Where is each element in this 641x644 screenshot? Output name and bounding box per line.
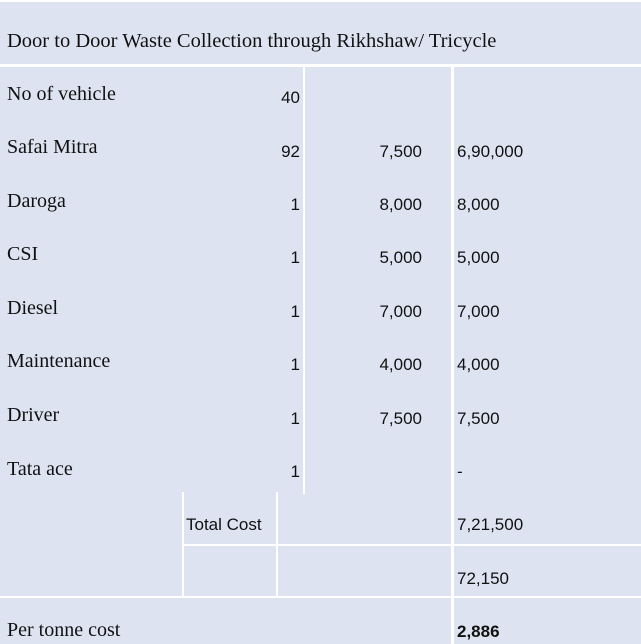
row-qty: 1 [290,355,300,374]
row-label: No of vehicle [7,83,116,105]
row-label: Diesel [7,297,59,319]
row-label: Tata ace [7,458,73,480]
per-tonne-cost-value: 2,886 [457,622,500,641]
table-title: Door to Door Waste Collection through Rikhshaw/ Tricycle [7,30,497,52]
total-cost-value: 7,21,500 [457,515,524,534]
row-qty: 1 [290,462,300,481]
row-rate: 5,000 [379,248,422,267]
cost-table [0,2,641,644]
row-divider [182,544,641,546]
row-amount: 6,90,000 [457,142,524,161]
column-divider [451,64,454,644]
row-amount: 4,000 [457,355,500,374]
row-amount: 5,000 [457,248,500,267]
per-tonne-cost-label: Per tonne cost [7,619,121,641]
row-rate: 7,000 [379,302,422,321]
row-label: Safai Mitra [7,136,98,158]
row-amount: 8,000 [457,195,500,214]
row-divider [0,64,641,67]
total-cost-label: Total Cost [186,515,262,534]
row-qty: 1 [290,302,300,321]
row-rate: 4,000 [379,355,422,374]
row-qty: 40 [281,88,300,107]
row-rate: 7,500 [379,142,422,161]
row-label: Daroga [7,190,66,212]
row-qty: 1 [290,195,300,214]
row-divider [0,596,641,598]
row-label: Maintenance [7,350,111,372]
row-label: Driver [7,404,60,426]
row-label: CSI [7,243,39,265]
row-amount: 7,500 [457,409,500,428]
row-amount: - [457,462,463,481]
row-qty: 1 [290,248,300,267]
row-rate: 7,500 [379,409,422,428]
sub-value: 72,150 [457,569,509,588]
column-divider [303,64,305,494]
row-qty: 1 [290,409,300,428]
row-qty: 92 [281,142,300,161]
row-amount: 7,000 [457,302,500,321]
row-rate: 8,000 [379,195,422,214]
